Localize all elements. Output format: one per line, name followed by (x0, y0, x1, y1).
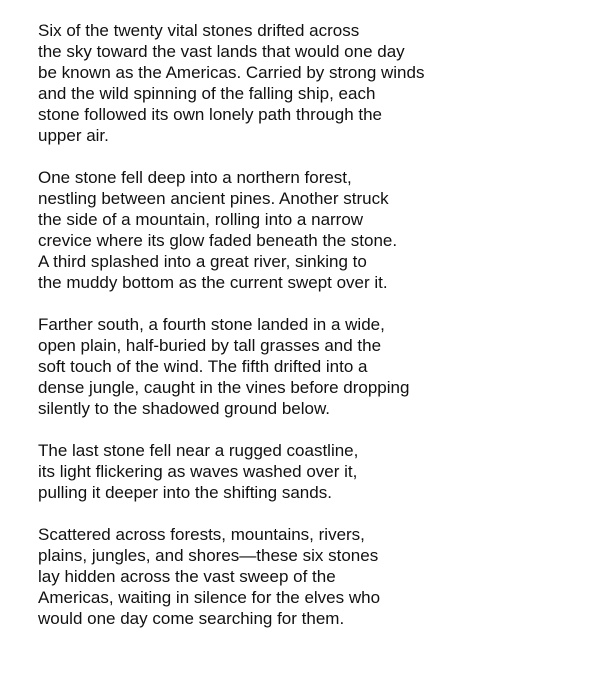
paragraph-5 (38, 524, 578, 629)
text-line: and the wild spinning of the falling ship, each (38, 84, 376, 103)
text-line: the side of a mountain, rolling into a narrow (38, 210, 364, 229)
text-line: Six of the twenty vital stones drifted across (38, 21, 360, 40)
text-line: the muddy bottom as the current swept over it. (38, 273, 388, 292)
text-line: dense jungle, caught in the vines before dropping (38, 378, 410, 397)
text-line: pulling it deeper into the shifting sands. (38, 483, 332, 502)
text-line: would one day come searching for them. (38, 609, 345, 628)
text-line: silently to the shadowed ground below. (38, 399, 331, 418)
text-line: plains, jungles, and shores—these six stones (38, 546, 379, 565)
text-line: soft touch of the wind. The fifth drifted into a (38, 357, 368, 376)
text-line: upper air. (38, 126, 109, 145)
text-line: its light flickering as waves washed over it, (38, 462, 358, 481)
paragraph-4 (38, 440, 578, 503)
paragraph-2 (38, 167, 578, 293)
text-line: Americas, waiting in silence for the elves who (38, 588, 381, 607)
text-line: One stone fell deep into a northern forest, (38, 168, 352, 187)
text-line: A third splashed into a great river, sinking to (38, 252, 367, 271)
text-line: The last stone fell near a rugged coastline, (38, 441, 359, 460)
document-page (38, 20, 578, 650)
text-line: nestling between ancient pines. Another struck (38, 189, 389, 208)
text-line: Farther south, a fourth stone landed in a wide, (38, 315, 385, 334)
text-line: be known as the Americas. Carried by strong winds (38, 63, 425, 82)
paragraph-3 (38, 314, 578, 419)
text-line: crevice where its glow faded beneath the stone. (38, 231, 398, 250)
text-line: open plain, half-buried by tall grasses and the (38, 336, 382, 355)
text-line: stone followed its own lonely path through the (38, 105, 383, 124)
text-line: Scattered across forests, mountains, rivers, (38, 525, 365, 544)
text-line: lay hidden across the vast sweep of the (38, 567, 336, 586)
paragraph-1 (38, 20, 578, 146)
text-line: the sky toward the vast lands that would one day (38, 42, 405, 61)
